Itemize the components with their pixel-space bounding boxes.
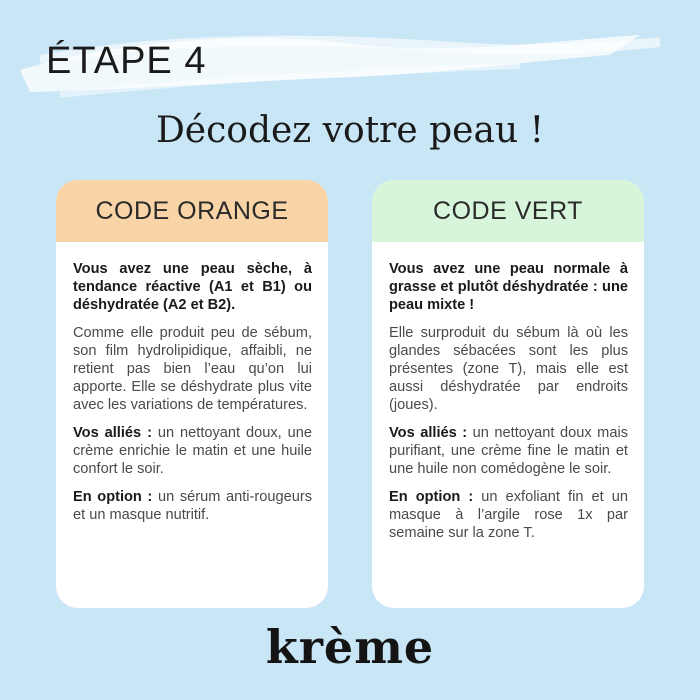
card-heading: CODE VERT xyxy=(372,180,644,242)
allies-text: un nettoyant doux, une crème enrichie le matin et une huile confort le soir. xyxy=(73,425,313,477)
card-lead: Vous avez une peau sèche, à tendance réactive (A1 et B1) ou déshydratée (A2 et B2). xyxy=(73,261,312,313)
allies-text: un nettoyant doux mais purifiant, une crème fine le matin et une huile non comédogène le soir. xyxy=(389,425,628,477)
card-option xyxy=(389,488,628,542)
card-description: Elle surproduit du sébum là où les glandes sébacées sont les plus présentes (zone T), mais elle est aussi déshydratée par endroits (joues). xyxy=(389,325,628,413)
card-allies xyxy=(73,424,312,478)
option-text: un sérum anti-rougeurs et un masque nutritif. xyxy=(73,489,312,523)
allies-label: Vos alliés : xyxy=(73,425,152,441)
option-label: En option : xyxy=(73,489,153,505)
step-label: ÉTAPE 4 xyxy=(46,40,207,82)
card-code-vert xyxy=(372,180,644,608)
card-body xyxy=(372,242,644,542)
option-text: un exfoliant fin et un masque à l’argile rose 1x par semaine sur la zone T. xyxy=(389,489,628,541)
option-label: En option : xyxy=(389,489,474,505)
card-heading: CODE ORANGE xyxy=(56,180,328,242)
card-code-orange xyxy=(56,180,328,608)
page-title: Décodez votre peau ! xyxy=(155,110,545,151)
card-body xyxy=(56,242,328,524)
allies-label: Vos alliés : xyxy=(389,425,468,441)
card-allies xyxy=(389,424,628,478)
card-description: Comme elle produit peu de sébum, son film hydrolipidique, affaibli, ne retient pas bien l’eau qu’on lui apporte. Elle se déshydrate plus vite avec les variations de températures. xyxy=(73,325,312,413)
card-lead: Vous avez une peau normale à grasse et plutôt déshydratée : une peau mixte ! xyxy=(389,261,628,313)
brand-logo: krème xyxy=(265,620,435,674)
card-option xyxy=(73,488,312,524)
